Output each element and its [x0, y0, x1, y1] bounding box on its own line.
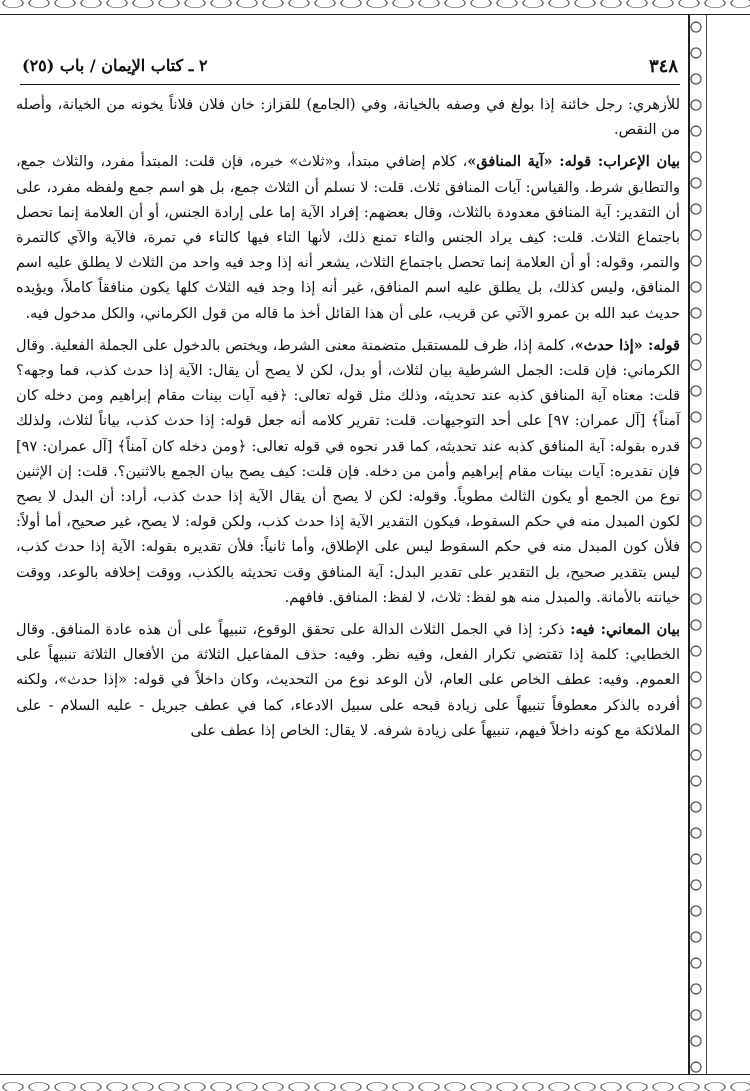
paragraph-3 [16, 333, 680, 611]
paragraph-4-lead: بيان المعاني: فيه: [570, 621, 681, 639]
page-number: ٣٤٨ [648, 56, 678, 77]
chain-ornament [690, 14, 750, 1074]
paragraph-2 [16, 149, 680, 326]
paragraph-2-text: ، كلام إضافي مبتدأ، و«ثلاث» خبره، فإن قلت: المبتدأ مفرد، والثلاث جمع، والتطابق شرط. والقياس: آيات المنافق ثلاث. قلت: لا نسلم أن الثلاث جمع، بل هو اسم جمع ولفظه مفرد، على أن التقدير: آية المنافق معدودة بالثلاث، وقال بعضهم: إفراد الآية إما على إرادة الجنس، أو أن العلامة إنما تحصل باجتماع الثلاث. قلت: كيف يراد الجنس والتاء تمنع ذلك، لأنها التاء فيها كالتاء في تمرة، فالآية والآي كالتمرة والتمر، وقوله: أو أن العلامة إنما تحصل باجتماع الثلاث، يشعر أنه إذا وجد فيه واحد من الثلاث لا يطلق عليه اسم المنافق، وليس كذلك، بل يطلق عليه اسم المنافق، غير أنه إذا وجد فيه الثلاث كلها يكون منافقاً كاملاً، ويؤيده حديث عبد الله بن عمرو الآتي عن قريب، على أن هذا القائل أخذ ما قاله من قول الكرماني، والكل مدخول فيه. [16, 154, 680, 322]
paragraph-3-text: ، كلمة إذا، ظرف للمستقبل متضمنة معنى الشرط، ويختص بالدخول على الجملة الفعلية. وقال الكرماني: فإن قلت: الجمل الشرطية بيان لثلاث، أو بدل، لكن لا يصح أن يقال: الآية إذا حدث كذب، فما وجهه؟ قلت: معناه آية المنافق كذبه عند تحديثه، وذلك مثل قوله تعالى: ﴿فيه آيات بينات مقام إبراهيم ومن دخله كان آمناً﴾ [آل عمران: ٩٧] على أحد التوجيهات. قلت: تقرير كلامه أنه جعل قوله: إذا حدث كذب، بياناً لثلاث، ولذلك قدره بقوله: آية المنافق كذبه عند تحديثه، كما قدر نحوه في قوله تعالى: ﴿ومن دخله كان آمناً﴾ [آل عمران: ٩٧] فإن تقديره: آيات بينات مقام إبراهيم وأمن من دخله. فإن قلت: كيف يصح بيان الجمع بالاثنين؟. قلت: إن الإثنين نوع من الجمع أو يكون الثالث مطوياً. وقوله: لكن لا يصح أن يقال الآية إذا حدث كذب، أراد: أن البدل لا يصح لكون المبدل منه في حكم السقوط، فيكون التقدير الآية إذا حدث كذب، ولكن قوله: لا يصح، غير صحيح، أما أولاً: فلأن كون المبدل منه في حكم السقوط ليس على الإطلاق، وأما ثانياً: فلأن تقديره بقوله: الآية إذا حدث كذب، ليس بتقدير صحيح، بل التقدير على تقدير البدل: آية المنافق وقت تحديثه بالكذب، ووقت إخلافه بالوعد، ووقت خيانته بالأمانة. والمبدل منه هو لفظ: ثلاث، لا لفظ: المنافق. فافهم. [16, 337, 680, 606]
paragraph-2-lead: بيان الإعراب: قوله: «آية المنافق» [467, 153, 680, 171]
border-rule [706, 14, 707, 1074]
page-body [16, 92, 680, 750]
paragraph-4-text: ذكر: إذا في الجمل الثلاث الدالة على تحقق الوقوع، تنبيهاً على أن هذه عادة المنافق. وقال الخطابي: كلمة إذا تقتضي تكرار الفعل، وفيه نظر. وفيه: حذف المفاعيل الثلاثة من الأفعال الثلاثة تنبيهاً على العموم. وفيه: عطف الخاص على العام، لأن الوعد نوع من التحديث، وكان داخلاً في قوله: «إذا حدث»، ولكنه أفرده بالذكر معطوفاً تنبيهاً على زيادة قبحه على سبيل الادعاء، كما في عطف جبريل - عليه السلام - على الملائكة مع كونه داخلاً فيهم، تنبيهاً على زيادة شرفه. لا يقال: الخاص إذا عطف على [16, 622, 680, 739]
right-ornamental-border [688, 14, 750, 1074]
bottom-ornamental-border [0, 1074, 750, 1091]
paragraph-1 [16, 92, 680, 143]
running-title: ٢ ـ كتاب الإيمان / باب (٢٥) [22, 56, 208, 75]
paragraph-1-text: للأزهري: رجل خائنة إذا بولغ في وصفه بالخيانة، وفي (الجامع) للقزاز: خان فلان فلاناً يخونه من الخيانة، وأصله من النقص. [16, 97, 680, 139]
top-ornamental-border [0, 0, 750, 15]
paragraph-3-lead: قوله: «إذا حدث» [574, 336, 680, 354]
paragraph-4 [16, 617, 680, 744]
page-header [20, 54, 680, 85]
